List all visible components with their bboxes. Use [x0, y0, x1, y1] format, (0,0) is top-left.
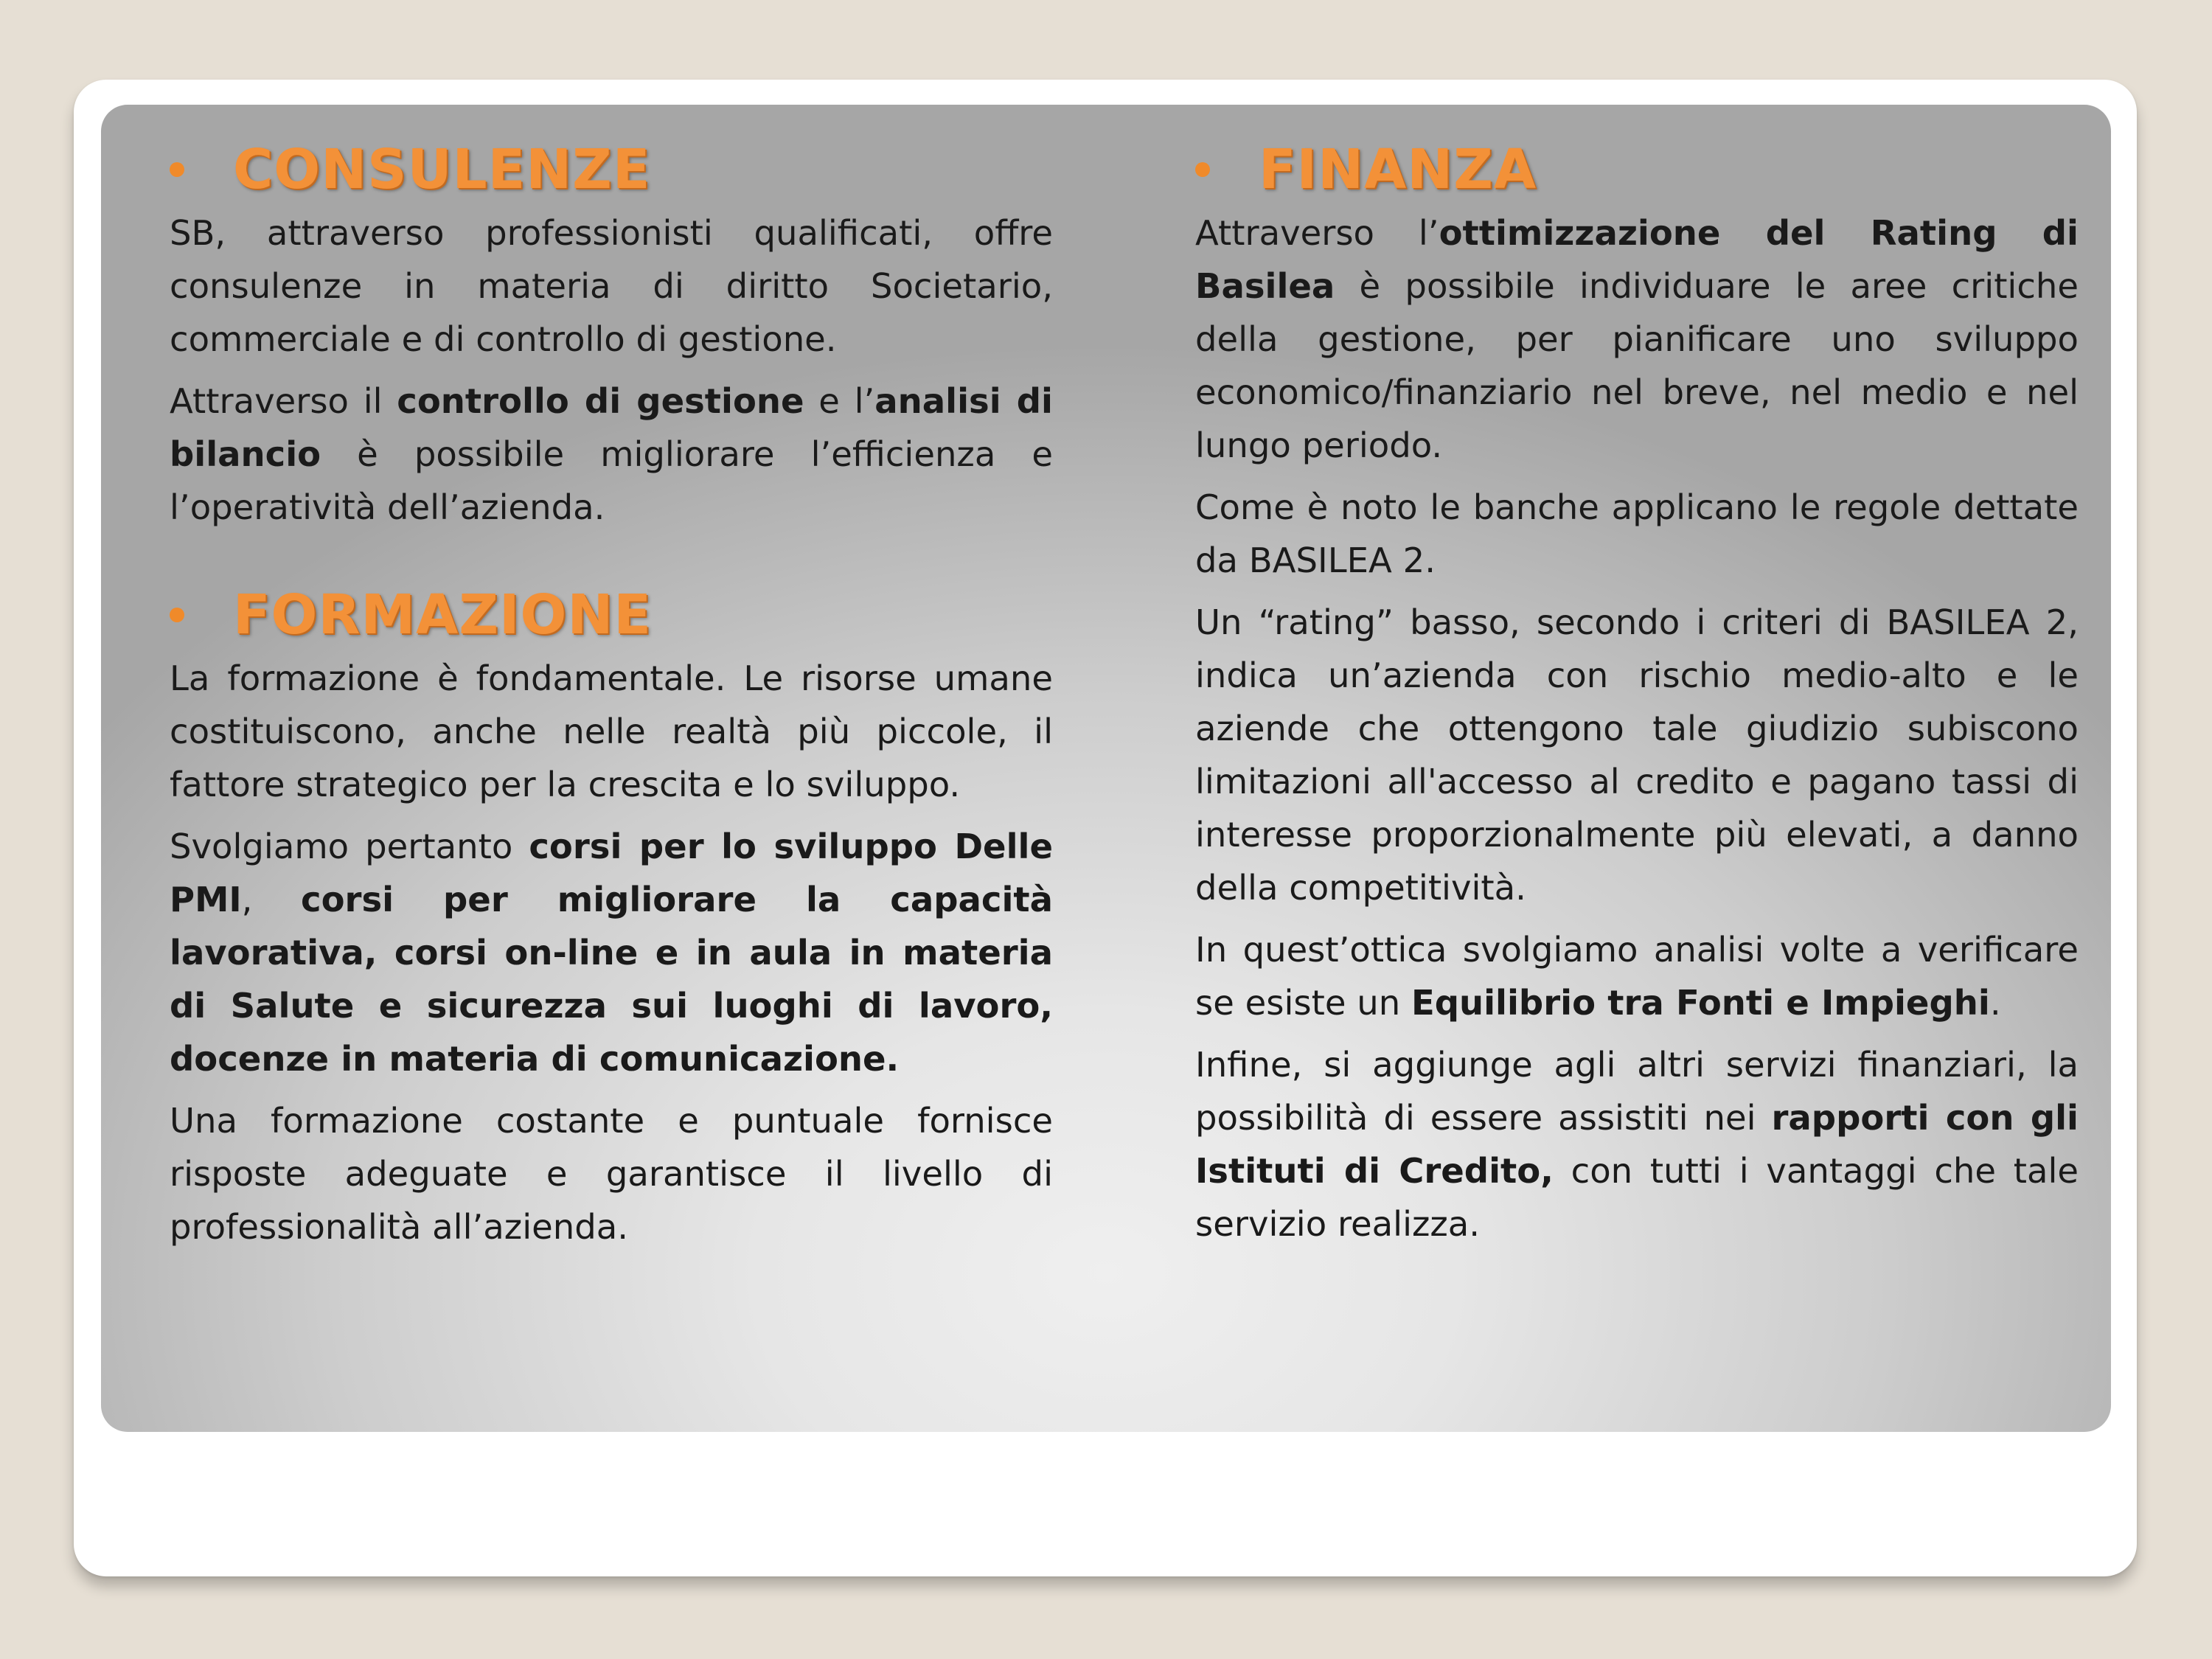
- bold-run: controllo di gestione: [397, 381, 804, 421]
- finanza-paragraph-1: [1195, 206, 2079, 472]
- formazione-paragraph-2: [170, 820, 1053, 1085]
- consulenze-paragraph-2: [170, 375, 1053, 534]
- bullet-dot-icon: [170, 608, 184, 622]
- bold-run: analisi di bilancio: [170, 381, 1054, 474]
- finanza-paragraph-2: Come è noto le banche applicano le regole dettate da BASILEA 2.: [1195, 487, 2079, 580]
- bold-run: ottimizzazione del Rating di Basilea: [1195, 213, 2079, 306]
- text-run: Infine, si aggiunge agli altri servizi finanziari, la possibilità di essere assistiti nei: [1195, 1045, 2079, 1138]
- formazione-heading: [170, 578, 1053, 652]
- text-run: .: [1989, 983, 2001, 1023]
- text-run: Svolgiamo pertanto: [170, 827, 529, 866]
- consulenze-heading: [170, 133, 1053, 206]
- finanza-paragraph-3: Un “rating” basso, secondo i criteri di BASILEA 2, indica un’azienda con rischio medio-alto e le aziende che ottengono tale giudizio subiscono limitazioni all'accesso al credito e pagano tassi di interesse proporzionalmente più elevati, a danno della competitività.: [1195, 602, 2079, 908]
- text-run: con tutti i vantaggi che tale servizio realizza.: [1195, 1151, 2079, 1244]
- text-run: Attraverso l’: [1195, 213, 1439, 253]
- bullet-dot-icon: [170, 162, 184, 177]
- text-run: ,: [241, 880, 301, 919]
- finanza-title: FINANZA: [1259, 138, 1537, 201]
- text-run: è possibile individuare le aree critiche della gestione, per pianificare uno sviluppo economico/finanziario nel breve, nel medio e nel lungo periodo.: [1195, 266, 2079, 465]
- left-column: [170, 133, 1053, 1262]
- consulenze-title: CONSULENZE: [233, 138, 651, 201]
- formazione-paragraph-3: Una formazione costante e puntuale fornisce risposte adeguate e garantisce il livello di professionalità all’azienda.: [170, 1101, 1053, 1247]
- content-panel: [101, 105, 2111, 1432]
- bold-run: corsi per migliorare la capacità lavorativa, corsi on-line e in aula in materia di Salute e sicurezza sui luoghi di lavoro, docenze in materia di comunicazione.: [170, 880, 1053, 1079]
- finanza-paragraph-5: [1195, 1038, 2079, 1251]
- bold-run: corsi per lo sviluppo Delle PMI: [170, 827, 1053, 919]
- consulenze-paragraph-1: SB, attraverso professionisti qualificati, offre consulenze in materia di diritto Societario, commerciale e di controllo di gestione.: [170, 213, 1053, 359]
- bullet-dot-icon: [1195, 162, 1210, 177]
- formazione-title: FORMAZIONE: [233, 583, 652, 647]
- text-run: In quest’ottica svolgiamo analisi volte a verificare se esiste un: [1195, 930, 2079, 1023]
- text-run: Attraverso il: [170, 381, 397, 421]
- text-run: è possibile migliorare l’efficienza e l’operatività dell’azienda.: [170, 434, 1053, 527]
- finanza-heading: [1195, 133, 2079, 206]
- bold-run: rapporti con gli Istituti di Credito,: [1195, 1098, 2079, 1191]
- text-run: e l’: [804, 381, 875, 421]
- finanza-paragraph-4: [1195, 923, 2079, 1029]
- bold-run: Equilibrio tra Fonti e Impieghi: [1411, 983, 1990, 1023]
- right-column: [1195, 133, 2079, 1259]
- formazione-paragraph-1: La formazione è fondamentale. Le risorse umane costituiscono, anche nelle realtà più piccole, il fattore strategico per la crescita e lo sviluppo.: [170, 658, 1053, 804]
